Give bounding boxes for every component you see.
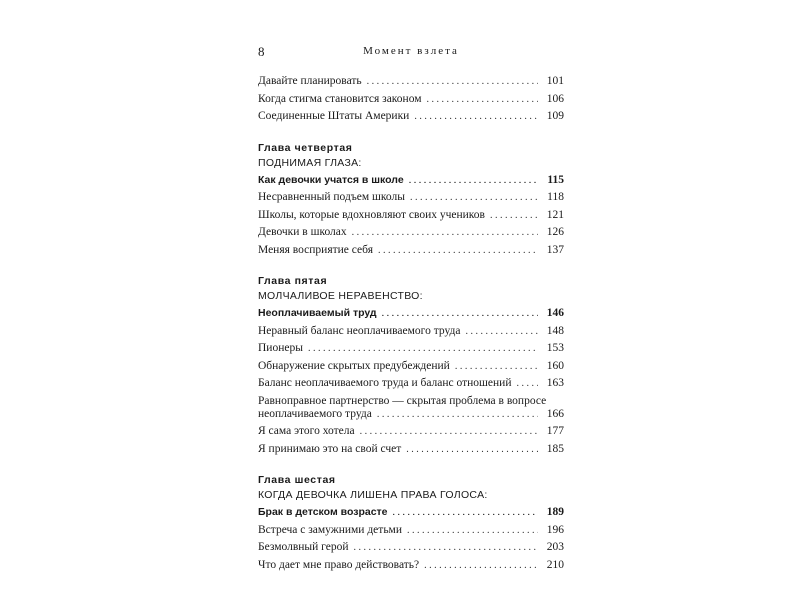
toc-entry-page: 109	[546, 110, 564, 122]
toc-entry-title: Когда стигма становится законом	[258, 92, 422, 105]
toc-entry-title: Несравненный подъем школы	[258, 191, 405, 203]
table-of-contents	[258, 75, 564, 576]
toc-entry-multiline	[258, 395, 564, 422]
toc-entry-page: 196	[546, 523, 564, 536]
dot-leader	[424, 559, 538, 572]
toc-entry	[258, 425, 564, 443]
dot-leader	[378, 244, 538, 257]
toc-entry-page: 203	[546, 541, 564, 553]
toc-entry	[258, 541, 564, 559]
toc-entry-page: 146	[546, 307, 564, 319]
dot-leader	[406, 443, 538, 456]
toc-entry	[258, 377, 564, 395]
toc-entry-page: 106	[546, 92, 564, 105]
running-head	[258, 44, 564, 62]
toc-entry-title: Меняя восприятие себя	[258, 243, 373, 256]
toc-entry-title: Как девочки учатся в школе	[258, 173, 404, 186]
toc-entry-page: 126	[546, 226, 564, 238]
toc-entry	[258, 325, 564, 343]
toc-entry	[258, 244, 564, 262]
toc-entry-title: Я принимаю это на свой счет	[258, 442, 402, 455]
toc-entry-title: Школы, которые вдохновляют своих учеников	[258, 208, 485, 221]
toc-entry-page: 121	[546, 208, 564, 221]
toc-entry-page: 177	[546, 425, 564, 437]
dot-leader	[367, 75, 538, 88]
toc-entry-title-line2: неоплачиваемого труда	[258, 408, 372, 420]
toc-entry-bold	[258, 174, 564, 192]
toc-entry-page: 160	[546, 359, 564, 372]
dot-leader	[407, 524, 538, 537]
toc-entry	[258, 559, 564, 577]
toc-entry-page: 185	[546, 442, 564, 455]
dot-leader	[377, 408, 538, 421]
toc-entry-page: 189	[546, 506, 564, 518]
toc-entry-title: Встреча с замужними детьми	[258, 523, 402, 536]
toc-entry	[258, 443, 564, 461]
toc-entry-title: Что дает мне право действовать?	[258, 558, 420, 571]
toc-entry	[258, 75, 564, 93]
dot-leader	[455, 360, 538, 373]
dot-leader	[409, 174, 538, 187]
toc-entry-title: Безмолвный герой	[258, 541, 349, 553]
toc-entry-page: 101	[546, 75, 564, 87]
toc-entry	[258, 226, 564, 244]
toc-entry-title: Брак в детском возрасте	[258, 506, 388, 518]
chapter-heading: МОЛЧАЛИВОЕ НЕРАВЕНСТВО:	[258, 290, 423, 302]
toc-entry-page: 148	[546, 324, 564, 337]
toc-entry	[258, 360, 564, 378]
toc-entry-title: Неравный баланс неоплачиваемого труда	[258, 324, 461, 337]
toc-entry	[258, 209, 564, 227]
dot-leader	[352, 226, 538, 239]
toc-entry-page: 163	[546, 377, 564, 389]
toc-entry-bold	[258, 506, 564, 524]
chapter-section	[258, 142, 564, 262]
chapter-label: Глава шестая	[258, 474, 336, 486]
toc-entry-line2	[258, 408, 564, 421]
dot-leader	[414, 110, 538, 123]
toc-entry-page: 115	[547, 173, 564, 186]
dot-leader	[360, 425, 538, 438]
toc-entry-page: 166	[546, 408, 564, 420]
dot-leader	[427, 93, 538, 106]
chapter-heading: ПОДНИМАЯ ГЛАЗА:	[258, 156, 362, 169]
toc-entry-title: Давайте планировать	[258, 75, 362, 87]
dot-leader	[382, 307, 538, 320]
toc-entry-title: Соединенные Штаты Америки	[258, 110, 410, 122]
toc-entry-title: Я сама этого хотела	[258, 425, 355, 437]
dot-leader	[490, 209, 538, 222]
toc-entry-title-line1: Равноправное партнерство — скрытая проблема в вопросе	[258, 394, 547, 407]
toc-entry	[258, 191, 564, 209]
chapter-heading: КОГДА ДЕВОЧКА ЛИШЕНА ПРАВА ГОЛОСА:	[258, 489, 488, 501]
toc-entry-title: Пионеры	[258, 342, 303, 354]
book-title: Момент взлета	[363, 45, 459, 57]
chapter-section	[258, 474, 564, 576]
toc-entry-page: 118	[547, 191, 564, 203]
chapter-label: Глава четвертая	[258, 141, 353, 154]
dot-leader	[465, 325, 538, 338]
toc-entry-title: Неоплачиваемый труд	[258, 307, 377, 319]
toc-entry	[258, 524, 564, 542]
toc-entry	[258, 110, 564, 128]
toc-entry-page: 153	[546, 342, 564, 354]
dot-leader	[308, 342, 538, 355]
toc-entry-title: Девочки в школах	[258, 226, 347, 238]
dot-leader	[516, 377, 538, 390]
dot-leader	[410, 191, 538, 204]
toc-entry-bold	[258, 307, 564, 325]
chapter-section	[258, 275, 564, 460]
toc-entry-page: 210	[546, 558, 564, 571]
chapter-label: Глава пятая	[258, 275, 328, 287]
toc-entry-page: 137	[546, 243, 564, 256]
toc-entry-title: Баланс неоплачиваемого труда и баланс отношений	[258, 377, 512, 389]
book-page	[258, 0, 564, 600]
page-number: 8	[258, 44, 265, 59]
toc-entry-title: Обнаружение скрытых предубеждений	[258, 359, 450, 372]
dot-leader	[354, 541, 538, 554]
dot-leader	[393, 506, 538, 519]
toc-entry	[258, 342, 564, 360]
toc-entry	[258, 93, 564, 111]
